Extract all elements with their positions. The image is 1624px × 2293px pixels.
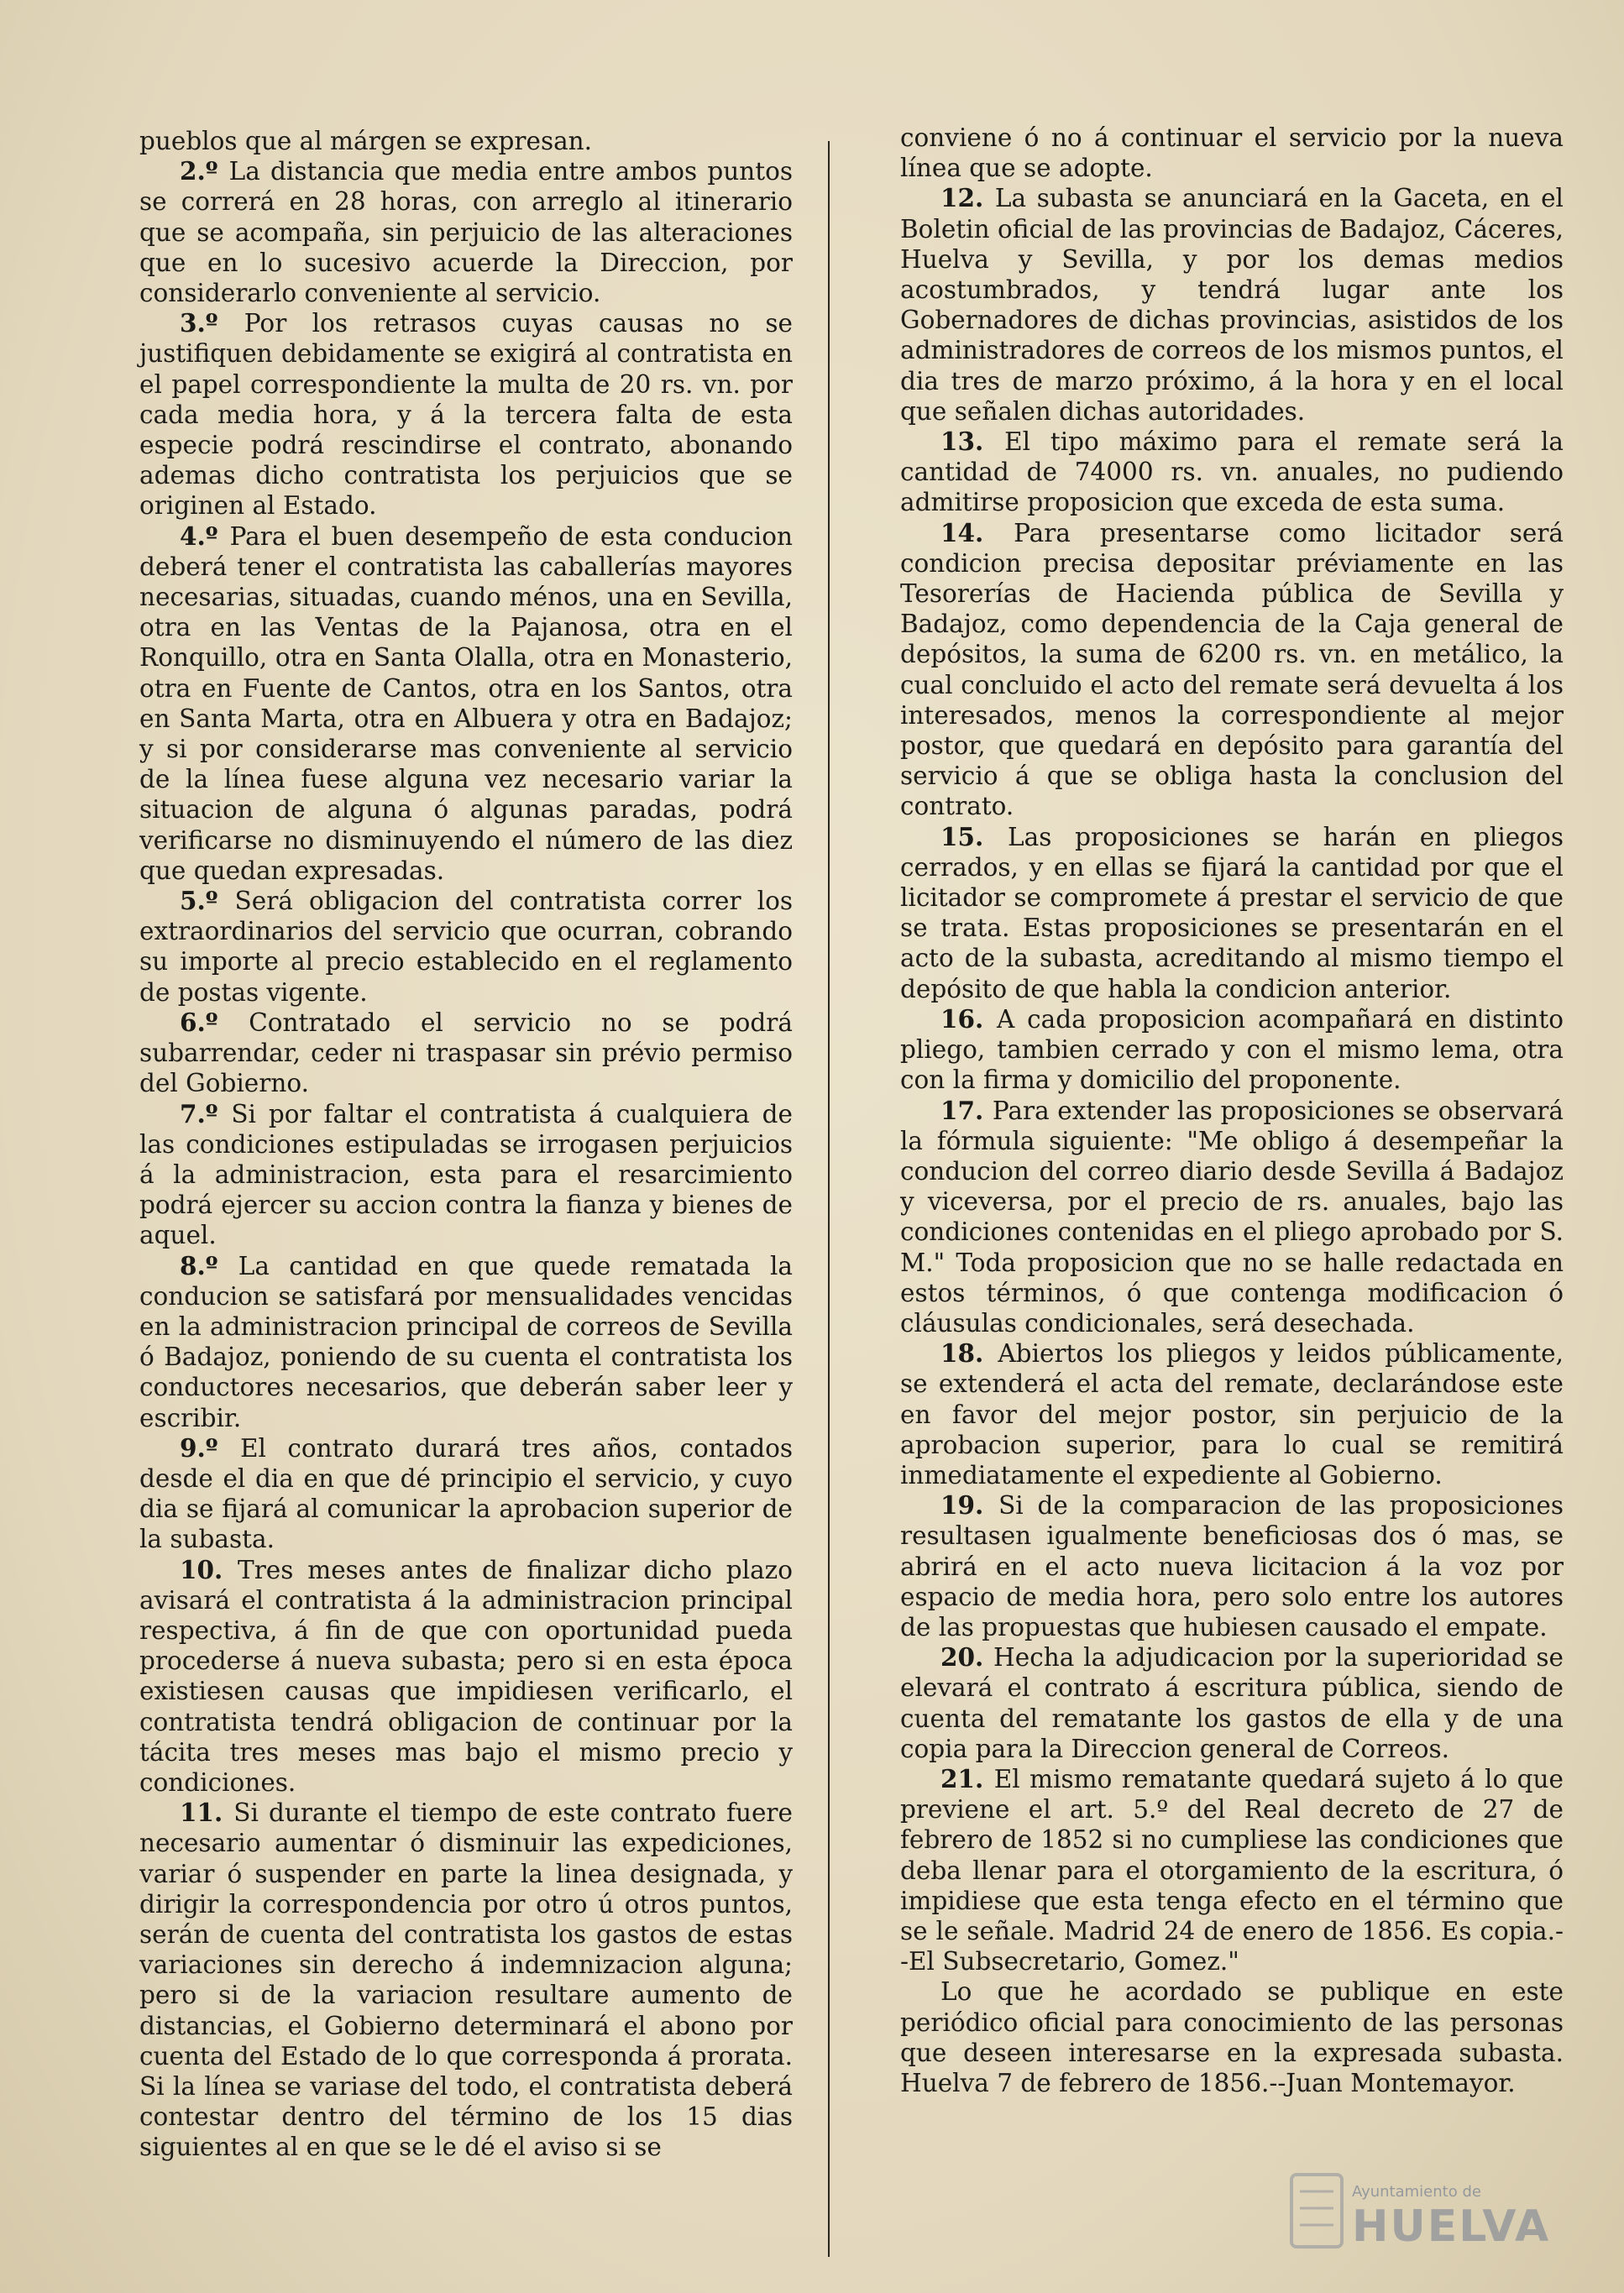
watermark-caption: Ayuntamiento de — [1352, 2183, 1481, 2201]
paragraph — [139, 886, 793, 1008]
clause-text: Contratado el servicio no se podrá subarrendar, ceder ni traspasar sin prévio permiso del Gobierno. — [139, 1008, 793, 1098]
clause-number: 15. — [940, 821, 1008, 851]
clause-text: Para extender las proposiciones se observará la fórmula siguiente: "Me obligo á desempeñar la conducion del correo diario desde Sevilla á Badajoz y viceversa, por el precio de rs. anuales, bajo las condiciones contenidas en el pliego aprobado por S. M." Toda proposicion que no se halle redactada en estos términos, ó que contenga modificacion ó cláusulas condicionales, será desechada. — [900, 1096, 1564, 1338]
clause-text: pueblos que al márgen se expresan. — [139, 127, 593, 155]
clause-number: 12. — [940, 183, 995, 213]
clause-text: Tres meses antes de finalizar dicho plazo avisará el contratista á la administracion principal respectiva, á fin de que con oportunidad pueda procederse á nueva subasta; pero si en esta época existiesen causas que impidiesen verificarlo, el contratista tendrá obligacion de continuar por la tácita tres meses mas bajo el mismo precio y condiciones. — [139, 1555, 793, 1797]
clause-number: 21. — [940, 1763, 994, 1793]
clause-text: Abiertos los pliegos y leidos públicamente, se extenderá el acta del remate, declarándose este en favor del mejor postor, sin perjuicio de la aprobacion superior, para lo cual se remitirá inmediatamente el expediente al Gobierno. — [900, 1339, 1564, 1489]
left-column — [139, 126, 793, 2163]
paragraph — [900, 1642, 1564, 1764]
paragraph — [139, 1555, 793, 1798]
clause-text: Para el buen desempeño de esta conducion deberá tener el contratista las caballerías mayores necesarias, situadas, cuando ménos, una en Sevilla, otra en las Ventas de la Pajanosa, otra en el Ronquillo, otra en Santa Olalla, otra en Monasterio, otra en Fuente de Cantos, otra en los Santos, otra en Santa Marta, otra en Albuera y otra en Badajoz; y si por considerarse mas conveniente al servicio de la línea fuese alguna vez necesario variar la situacion de alguna ó algunas paradas, podrá verificarse no disminuyendo el número de las diez que quedan expresadas. — [139, 521, 793, 885]
paragraph — [139, 1433, 793, 1555]
clause-number: 16. — [940, 1003, 998, 1034]
clause-number: 19. — [940, 1490, 999, 1521]
paragraph — [139, 1008, 793, 1099]
clause-text: El tipo máximo para el remate será la cantidad de 74000 rs. vn. anuales, no pudiendo admitirse proposicion que exceda de esta suma. — [900, 427, 1564, 517]
paragraph — [900, 1096, 1564, 1339]
clause-number: 14. — [940, 517, 1014, 547]
paragraph — [900, 518, 1564, 822]
clause-number: 7.º — [180, 1098, 232, 1128]
clause-text: El contrato durará tres años, contados desde el dia en que dé principio el servicio, y cuyo dia se fijará al comunicar la aprobacion superior de la subasta. — [139, 1433, 793, 1554]
paragraph — [139, 1798, 793, 2162]
paragraph — [139, 308, 793, 521]
paragraph — [900, 822, 1564, 1004]
clause-number: 5.º — [180, 886, 235, 916]
paragraph — [900, 1004, 1564, 1096]
clause-text: Lo que he acordado se publique en este periódico oficial para conocimiento de las personas que deseen interesarse en la expresada subasta. Huelva 7 de febrero de 1856.--Juan Montemayor. — [900, 1977, 1564, 2097]
clause-text: conviene ó no á continuar el servicio por la nueva línea que se adopte. — [900, 123, 1564, 183]
paragraph — [900, 427, 1564, 518]
paragraph — [900, 1976, 1564, 2098]
clause-number: 6.º — [180, 1007, 249, 1037]
clause-number: 9.º — [180, 1432, 240, 1463]
paragraph — [139, 156, 793, 308]
paragraph — [900, 1338, 1564, 1490]
clause-number: 18. — [940, 1338, 998, 1369]
paragraph — [139, 521, 793, 886]
clause-text: A cada proposicion acompañará en distinto pliego, tambien cerrado y con el mismo lema, otra con la firma y domicilio del proponente. — [900, 1004, 1564, 1095]
paragraph — [139, 1251, 793, 1433]
clause-text: Si de la comparacion de las proposiciones resultasen igualmente beneficiosas dos ó mas, se abrirá en el acto nueva licitacion á la voz por espacio de media hora, pero solo entre los autores de las propuestas que hubiesen causado el empate. — [900, 1491, 1564, 1641]
clause-number: 8.º — [180, 1250, 238, 1280]
clause-number: 13. — [940, 427, 1005, 457]
clause-text: Para presentarse como licitador será condicion precisa depositar préviamente en las Tesorerías de Hacienda pública de Sevilla y Badajoz, como dependencia de la Caja general de depósitos, la suma de 6200 rs. vn. en metálico, la cual concluido el acto del remate será devuelta á los interesados, menos la correspondiente al mejor postor, que quedará en depósito para garantía del servicio á que se obliga hasta la conclusion del contrato. — [900, 518, 1564, 821]
clause-text: Será obligacion del contratista correr los extraordinarios del servicio que ocurran, cobrando su importe al precio establecido en el reglamento de postas vigente. — [139, 887, 793, 1007]
paragraph — [139, 126, 793, 156]
clause-text: La distancia que media entre ambos puntos se correrá en 28 horas, con arreglo al itinerario que se acompaña, sin perjuicio de las alteraciones que en lo sucesivo acuerde la Direccion, por considerarlo conveniente al servicio. — [139, 157, 793, 308]
clause-number: 2.º — [180, 156, 229, 186]
clause-text: La cantidad en que quede rematada la conducion se satisfará por mensualidades vencidas en la administracion principal de correos de Sevilla ó Badajoz, poniendo de su cuenta el contratista los conductores necesarios, que deberán saber leer y escribir. — [139, 1251, 794, 1432]
clause-text: Las proposiciones se harán en pliegos cerrados, y en ellas se fijará la cantidad por que el licitador se compromete á prestar el servicio de que se trata. Estas proposiciones se presentarán en el acto de la subasta, acreditando al mismo tiempo el depósito de que habla la condicion anterior. — [900, 822, 1564, 1003]
right-column — [900, 123, 1564, 2098]
clause-text: Si por faltar el contratista á cualquiera de las condiciones estipuladas se irrogasen perjuicios á la administracion, esta para el resarcimiento podrá ejercer su accion contra la fianza y bienes de aquel. — [139, 1099, 793, 1250]
clause-number: 3.º — [180, 308, 244, 338]
column-divider — [828, 141, 830, 2257]
paragraph — [900, 1764, 1564, 1976]
clause-number: 17. — [940, 1095, 993, 1125]
paragraph — [900, 123, 1564, 183]
clause-number: 20. — [940, 1642, 994, 1673]
clause-text: Si durante el tiempo de este contrato fuere necesario aumentar ó disminuir las expediciones, variar ó suspender en parte la linea designada, y dirigir la correspondencia por otro ú otros puntos, serán de cuenta del contratista los gastos de estas variaciones sin derecho á indemnizacion alguna; pero si de la variacion resultare aumento de distancias, el Gobierno determinará el abono por cuenta del Estado de lo que corresponda á prorata. Si la línea se variase del todo, el contratista deberá contestar dentro del término de los 15 dias siguientes al en que se le dé el aviso si se — [139, 1798, 793, 2162]
clause-number: 10. — [180, 1554, 238, 1584]
paragraph — [900, 183, 1564, 427]
paragraph — [900, 1490, 1564, 1642]
clause-number: 11. — [180, 1798, 234, 1828]
paragraph — [139, 1099, 793, 1251]
clause-text: Hecha la adjudicacion por la superioridad se elevará el contrato á escritura pública, siendo de cuenta del rematante los gastos de ella y de una copia para la Direccion general de Correos. — [900, 1643, 1564, 1763]
watermark-title: HUELVA — [1352, 2201, 1551, 2252]
clause-number: 4.º — [180, 521, 230, 551]
clause-text: La subasta se anunciará en la Gaceta, en el Boletin oficial de las provincias de Badajoz, Cáceres, Huelva y Sevilla, y por los demas medios acostumbrados, y tendrá lugar ante los Gobernadores de dichas provincias, asistidos de los administradores de correos de los mismos puntos, el dia tres de marzo próximo, á la hora y en el local que señalen dichas autoridades. — [900, 184, 1564, 426]
clause-text: El mismo rematante quedará sujeto á lo que previene el art. 5.º del Real decreto de 27 de febrero de 1852 si no cumpliese las condiciones que deba llenar para el otorgamiento de la escritura, ó impidiese que esta tenga efecto en el término que se le señale. Madrid 24 de enero de 1856. Es copia.--El Subsecretario, Gomez." — [900, 1764, 1564, 1976]
clause-text: Por los retrasos cuyas causas no se justifiquen debidamente se exigirá al contratista en el papel correspondiente la multa de 20 rs. vn. por cada media hora, y á la tercera falta de esta especie podrá rescindirse el contrato, abonando ademas dicho contratista los perjuicios que se originen al Estado. — [139, 309, 793, 521]
